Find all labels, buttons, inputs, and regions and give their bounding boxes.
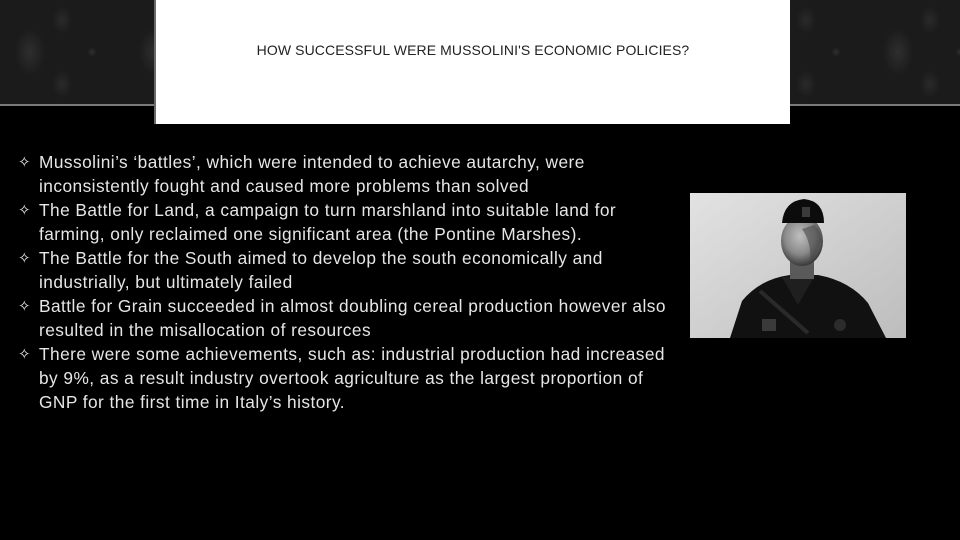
- bullet-item: [18, 342, 668, 414]
- star-bullet-icon: ✧: [18, 297, 32, 315]
- bullet-text: Battle for Grain succeeded in almost doubling cereal production however also resulted in the misallocation of resources: [39, 296, 666, 340]
- bullet-item: [18, 246, 668, 294]
- bullet-item: [18, 198, 668, 246]
- portrait-photo: [690, 193, 906, 338]
- portrait-photo-icon: [690, 193, 906, 338]
- bullet-text: There were some achievements, such as: industrial production had increased by 9%, as a result industry overtook agriculture as the largest proportion of GNP for the first time in Italy’s history.: [39, 344, 665, 412]
- bullet-text: The Battle for Land, a campaign to turn marshland into suitable land for farming, only reclaimed one significant area (the Pontine Marshes).: [39, 200, 617, 244]
- star-bullet-icon: ✧: [18, 153, 32, 171]
- bullet-text: Mussolini’s ‘battles’, which were intended to achieve autarchy, were inconsistently fought and caused more problems than solved: [39, 152, 585, 196]
- bullet-item: [18, 294, 668, 342]
- star-bullet-icon: ✧: [18, 201, 32, 219]
- slide-title: HOW SUCCESSFUL WERE MUSSOLINI'S ECONOMIC POLICIES?: [256, 42, 690, 58]
- bullet-item: [18, 150, 668, 198]
- bullet-text: The Battle for the South aimed to develop the south economically and industrially, but ultimately failed: [39, 248, 603, 292]
- title-box: [154, 0, 790, 124]
- bullet-list: [18, 150, 668, 414]
- star-bullet-icon: ✧: [18, 249, 32, 267]
- star-bullet-icon: ✧: [18, 345, 32, 363]
